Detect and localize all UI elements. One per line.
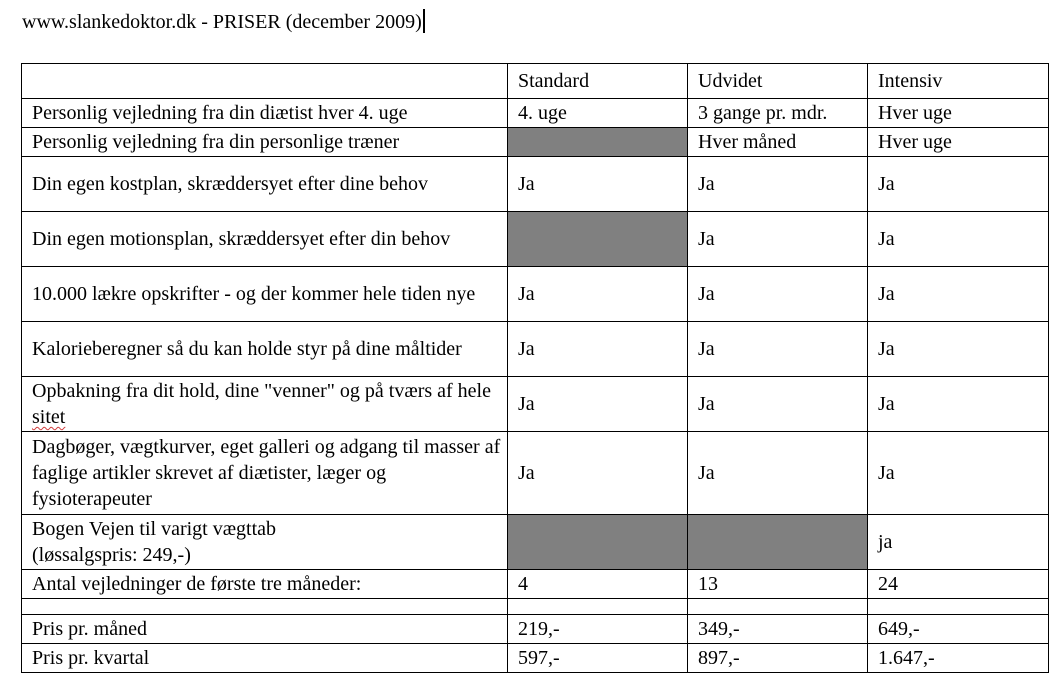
header-cell-empty — [22, 64, 508, 99]
price-table — [21, 63, 1049, 673]
udvidet-cell: Ja — [688, 157, 868, 212]
feature-cell: Din egen kostplan, skræddersyet efter dine behov — [22, 157, 508, 212]
table-row — [22, 515, 1049, 570]
feature-cell — [22, 515, 508, 570]
spacer-cell — [508, 599, 688, 615]
text-cursor — [423, 9, 425, 33]
price-label-cell: Pris pr. måned — [22, 615, 508, 644]
spacer-cell — [688, 599, 868, 615]
price-row — [22, 644, 1049, 673]
intensiv-cell: Ja — [868, 267, 1049, 322]
price-label-cell: Pris pr. kvartal — [22, 644, 508, 673]
table-row — [22, 128, 1049, 157]
standard-cell-shaded — [508, 515, 688, 570]
table-row — [22, 432, 1049, 515]
feature-cell: Din egen motionsplan, skræddersyet efter din behov — [22, 212, 508, 267]
intensiv-cell: Ja — [868, 322, 1049, 377]
table-row — [22, 267, 1049, 322]
table-header-row — [22, 64, 1049, 99]
table-row — [22, 377, 1049, 432]
table-row — [22, 570, 1049, 599]
udvidet-cell: 3 gange pr. mdr. — [688, 99, 868, 128]
table-row — [22, 322, 1049, 377]
intensiv-price-cell: 649,- — [868, 615, 1049, 644]
standard-price-cell: 597,- — [508, 644, 688, 673]
udvidet-price-cell: 349,- — [688, 615, 868, 644]
feature-cell: Kalorieberegner så du kan holde styr på dine måltider — [22, 322, 508, 377]
feature-text: Opbakning fra dit hold, dine "venner" og på tværs af hele — [32, 380, 491, 402]
intensiv-cell: ja — [868, 515, 1049, 570]
standard-cell: Ja — [508, 377, 688, 432]
intensiv-cell: Ja — [868, 212, 1049, 267]
standard-cell: Ja — [508, 432, 688, 515]
intensiv-cell: Hver uge — [868, 99, 1049, 128]
spacer-row — [22, 599, 1049, 615]
standard-cell: 4. uge — [508, 99, 688, 128]
table-row — [22, 212, 1049, 267]
udvidet-cell: Ja — [688, 432, 868, 515]
feature-text-line-1: Bogen Vejen til varigt vægttab — [32, 518, 277, 540]
standard-price-cell: 219,- — [508, 615, 688, 644]
spacer-cell — [22, 599, 508, 615]
udvidet-price-cell: 897,- — [688, 644, 868, 673]
intensiv-cell: Ja — [868, 157, 1049, 212]
feature-cell: Personlig vejledning fra din diætist hver 4. uge — [22, 99, 508, 128]
intensiv-cell: Hver uge — [868, 128, 1049, 157]
udvidet-cell-shaded — [688, 515, 868, 570]
udvidet-cell: 13 — [688, 570, 868, 599]
feature-cell: 10.000 lækre opskrifter - og der kommer hele tiden nye — [22, 267, 508, 322]
intensiv-cell: Ja — [868, 377, 1049, 432]
header-cell-udvidet: Udvidet — [688, 64, 868, 99]
standard-cell-shaded — [508, 212, 688, 267]
feature-cell: Antal vejledninger de første tre måneder: — [22, 570, 508, 599]
udvidet-cell: Ja — [688, 322, 868, 377]
feature-cell: Dagbøger, vægtkurver, eget galleri og adgang til masser af faglige artikler skrevet af diætister, læger og fysioterapeuter — [22, 432, 508, 515]
intensiv-cell: 24 — [868, 570, 1049, 599]
header-cell-standard: Standard — [508, 64, 688, 99]
standard-cell: Ja — [508, 157, 688, 212]
standard-cell-shaded — [508, 128, 688, 157]
standard-cell: Ja — [508, 322, 688, 377]
standard-cell: Ja — [508, 267, 688, 322]
spacer-cell — [868, 599, 1049, 615]
standard-cell: 4 — [508, 570, 688, 599]
spellcheck-flagged-word: sitet — [32, 406, 66, 428]
price-row — [22, 615, 1049, 644]
udvidet-cell: Ja — [688, 377, 868, 432]
udvidet-cell: Ja — [688, 212, 868, 267]
document-title-text: www.slankedoktor.dk - PRISER (december 2009) — [22, 11, 422, 33]
feature-cell — [22, 377, 508, 432]
udvidet-cell: Ja — [688, 267, 868, 322]
table-row — [22, 157, 1049, 212]
intensiv-price-cell: 1.647,- — [868, 644, 1049, 673]
table-row — [22, 99, 1049, 128]
udvidet-cell: Hver måned — [688, 128, 868, 157]
feature-cell: Personlig vejledning fra din personlige træner — [22, 128, 508, 157]
document-title — [22, 8, 425, 36]
feature-text-line-2: (løssalgspris: 249,-) — [32, 544, 191, 566]
intensiv-cell: Ja — [868, 432, 1049, 515]
header-cell-intensiv: Intensiv — [868, 64, 1049, 99]
